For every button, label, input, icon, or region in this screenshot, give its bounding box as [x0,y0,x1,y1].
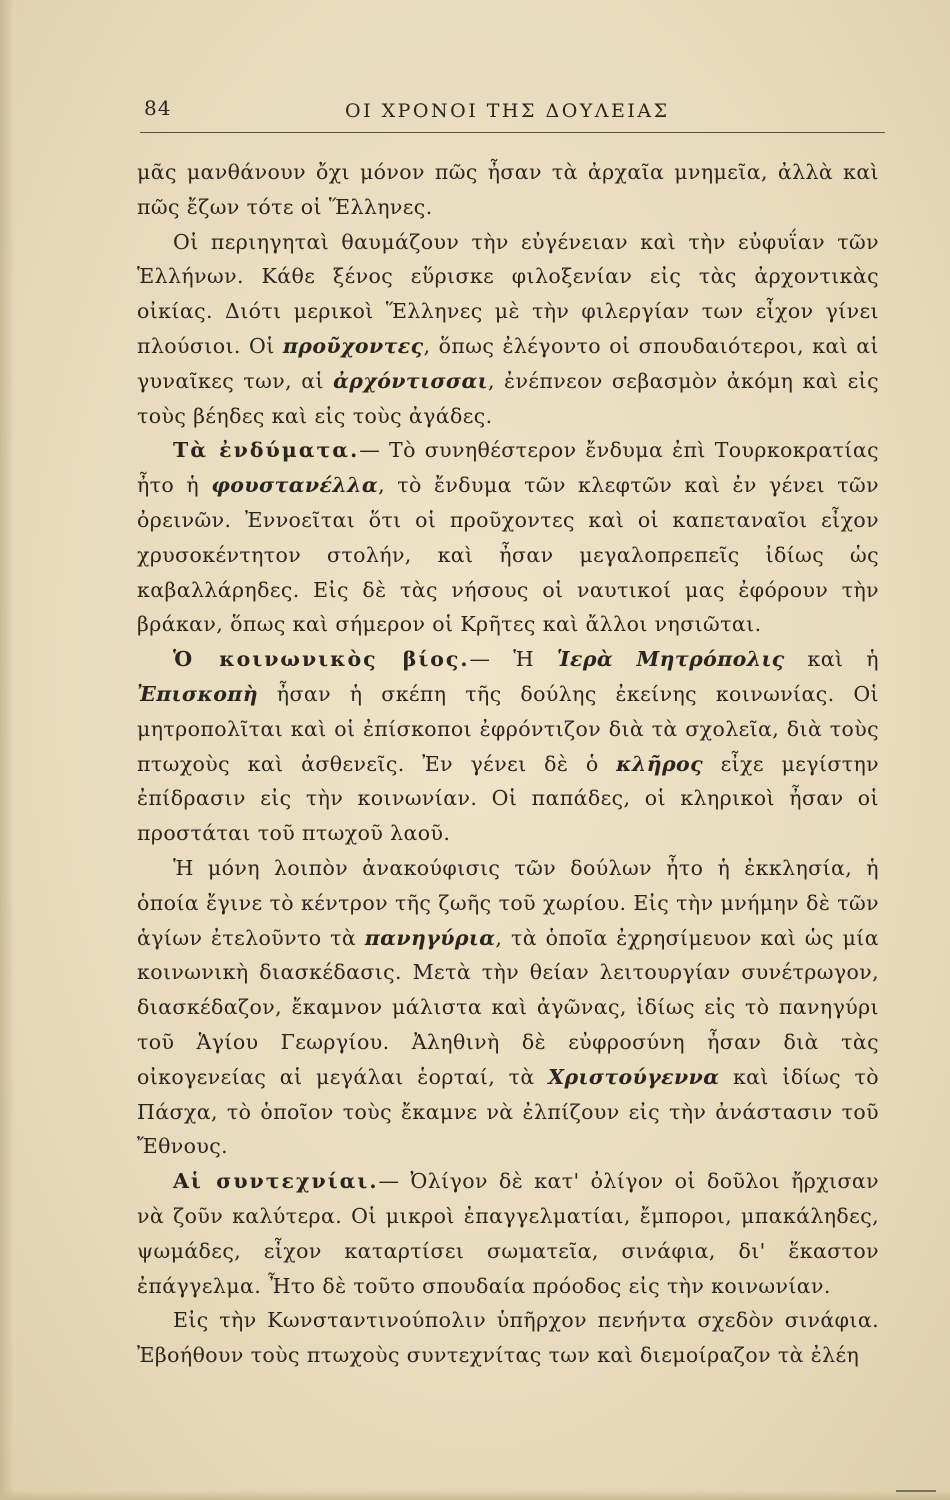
section-heading-guilds: Αἱ συντεχνίαι. [173,1169,379,1194]
body-text [137,155,879,1373]
page-number: 84 [144,96,172,120]
paragraph-text: εἶχε μεγίστην ἐπίδρασιν εἰς τὴν κοινωνίαν. Οἱ παπάδες, οἱ κληρικοὶ ἦσαν οἱ προστάται τοῦ πτωχοῦ λαοῦ. [137,751,879,846]
emphasis-term: ἀρχόντισσαι [333,368,488,393]
paragraph-church [137,851,879,1164]
emphasis-term: προῦχοντες [282,333,424,358]
paragraph-text: , ὅπως ἐλέγοντο οἱ σπουδαιότεροι, καὶ αἱ γυναῖκες των, αἱ [137,333,879,393]
paragraph-text: Ἡ μόνη λοιπὸν ἀνακούφισις τῶν δούλων ἦτο ἡ ἐκκλησία, ἡ ὁποία ἔγινε τὸ κέντρον τῆς ζωῆς τοῦ χωρίου. Εἰς τὴν μνήμην δὲ τῶν ἁγίων ἐτελοῦντο τὰ [137,855,879,950]
paragraph-text: — Ὀλίγον δὲ κατ' ὀλίγον οἱ δοῦλοι ἤρχισαν νὰ ζοῦν καλύτερα. Οἱ μικροὶ ἐπαγγελματίαι, ἔμποροι, μπακάληδες, ψωμάδες, εἶχον καταρτίσει σωματεῖα, σινάφια, δι' ἕκαστον ἐπάγγελμα. Ἦτο δὲ τοῦτο σπουδαία πρόοδος εἰς τὴν κοινωνίαν. [137,1169,879,1298]
paragraph-text: — Τὸ συνηθέστερον ἔνδυμα ἐπὶ Τουρκοκρατίας ἦτο ἡ [137,438,879,498]
header-rule [140,132,885,133]
running-title: ΟΙ ΧΡΟΝΟΙ ΤΗΣ ΔΟΥΛΕΙΑΣ [345,100,670,122]
paragraph-text: καὶ ἡ [784,647,879,672]
section-heading-social-life: Ὁ κοινωνικὸς βίος. [173,647,470,672]
paragraph-clothing [137,433,879,642]
paragraph-text: Εἰς τὴν Κωνσταντινούπολιν ὑπῆρχον πενήντα σχεδὸν σινάφια. Ἐβοήθουν τοὺς πτωχοὺς συντεχνίτας των καὶ διεμοίραζον τὰ ἐλέη [137,1308,879,1368]
paragraph-continuation [137,155,879,225]
emphasis-term: Ἐπισκοπὴ [137,681,258,706]
emphasis-term: Χριστούγεννα [548,1064,720,1089]
paragraph-text: , ἐνέπνεον σεβασμὸν ἀκόμη καὶ εἰς τοὺς βέηδες καὶ εἰς τοὺς ἀγάδες. [137,368,879,428]
paragraph-text: , τὸ ἔνδυμα τῶν κλεφτῶν καὶ ἐν γένει τῶν ὀρεινῶν. Ἐννοεῖται ὅτι οἱ προῦχοντες καὶ οἱ καπεταναῖοι εἶχον χρυσοκέντητον στολήν, καὶ ἦσαν μεγαλοπρεπεῖς ἰδίως ὡς καβαλλάρηδες. Εἰς δὲ τὰς νήσους οἱ ναυτικοί μας ἐφόρουν τὴν βράκαν, ὅπως καὶ σήμερον οἱ Κρῆτες καὶ ἄλλοι νησιῶται. [137,473,879,637]
paragraph-text: Οἱ περιηγηταὶ θαυμάζουν τὴν εὐγένειαν καὶ τὴν εὐφυΐαν τῶν Ἑλλήνων. Κάθε ξένος εὕρισκε φιλοξενίαν εἰς τὰς ἀρχοντικὰς οἰκίας. Διότι μερικοὶ Ἕλληνες μὲ τὴν φιλεργίαν των εἶχον γίνει πλούσιοι. Οἱ [137,229,879,358]
page-header [140,92,885,132]
paragraph-text: ἦσαν ἡ σκέπη τῆς δούλης ἐκείνης κοινωνίας. Οἱ μητροπολῖται καὶ οἱ ἐπίσκοποι ἐφρόντιζον διὰ τὰ σχολεῖα, διὰ τοὺς πτωχοὺς καὶ ἀσθενεῖς. Ἐν γένει δὲ ὁ [137,681,879,776]
paragraph-text: , τὰ ὁποῖα ἐχρησίμευον καὶ ὡς μία κοινωνικὴ διασκέδασις. Μετὰ τὴν θείαν λειτουργίαν συνέτρωγον, διασκέδαζον, ἔκαμνον μάλιστα καὶ ἀγῶνας, ἰδίως εἰς τὸ πανηγύρι τοῦ Ἁγίου Γεωργίου. Ἀληθινὴ δὲ εὐφροσύνη ἦσαν διὰ τὰς οἰκογενείας αἱ μεγάλαι ἑορταί, τὰ [137,925,879,1089]
emphasis-term: κλῆρος [616,751,704,776]
page-bottom-band [0,1490,950,1500]
emphasis-term: πανηγύρια [364,925,496,950]
emphasis-term: Ἱερὰ Μητρόπολις [556,647,785,672]
emphasis-term: φουστανέλλα [211,473,379,498]
page-edge-shadow [0,0,14,1500]
paragraph-text: καὶ ἰδίως τὸ Πάσχα, τὸ ὁποῖον τοὺς ἔκαμνε νὰ ἐλπίζουν εἰς τὴν ἀνάστασιν τοῦ Ἔθνους. [137,1064,879,1159]
paragraph-text: — Ἡ [469,647,557,672]
paragraph-travelers [137,225,879,434]
paragraph-constantinople [137,1303,879,1373]
paragraph-social-life [137,642,879,851]
paragraph-text: μᾶς μανθάνουν ὄχι μόνον πῶς ἦσαν τὰ ἀρχαῖα μνημεῖα, ἀλλὰ καὶ πῶς ἔζων τότε οἱ Ἕλληνες. [137,160,879,219]
corner-scan-mark [896,1482,936,1492]
section-heading-clothing: Τὰ ἐνδύματα. [173,438,360,463]
paragraph-guilds [137,1164,879,1303]
